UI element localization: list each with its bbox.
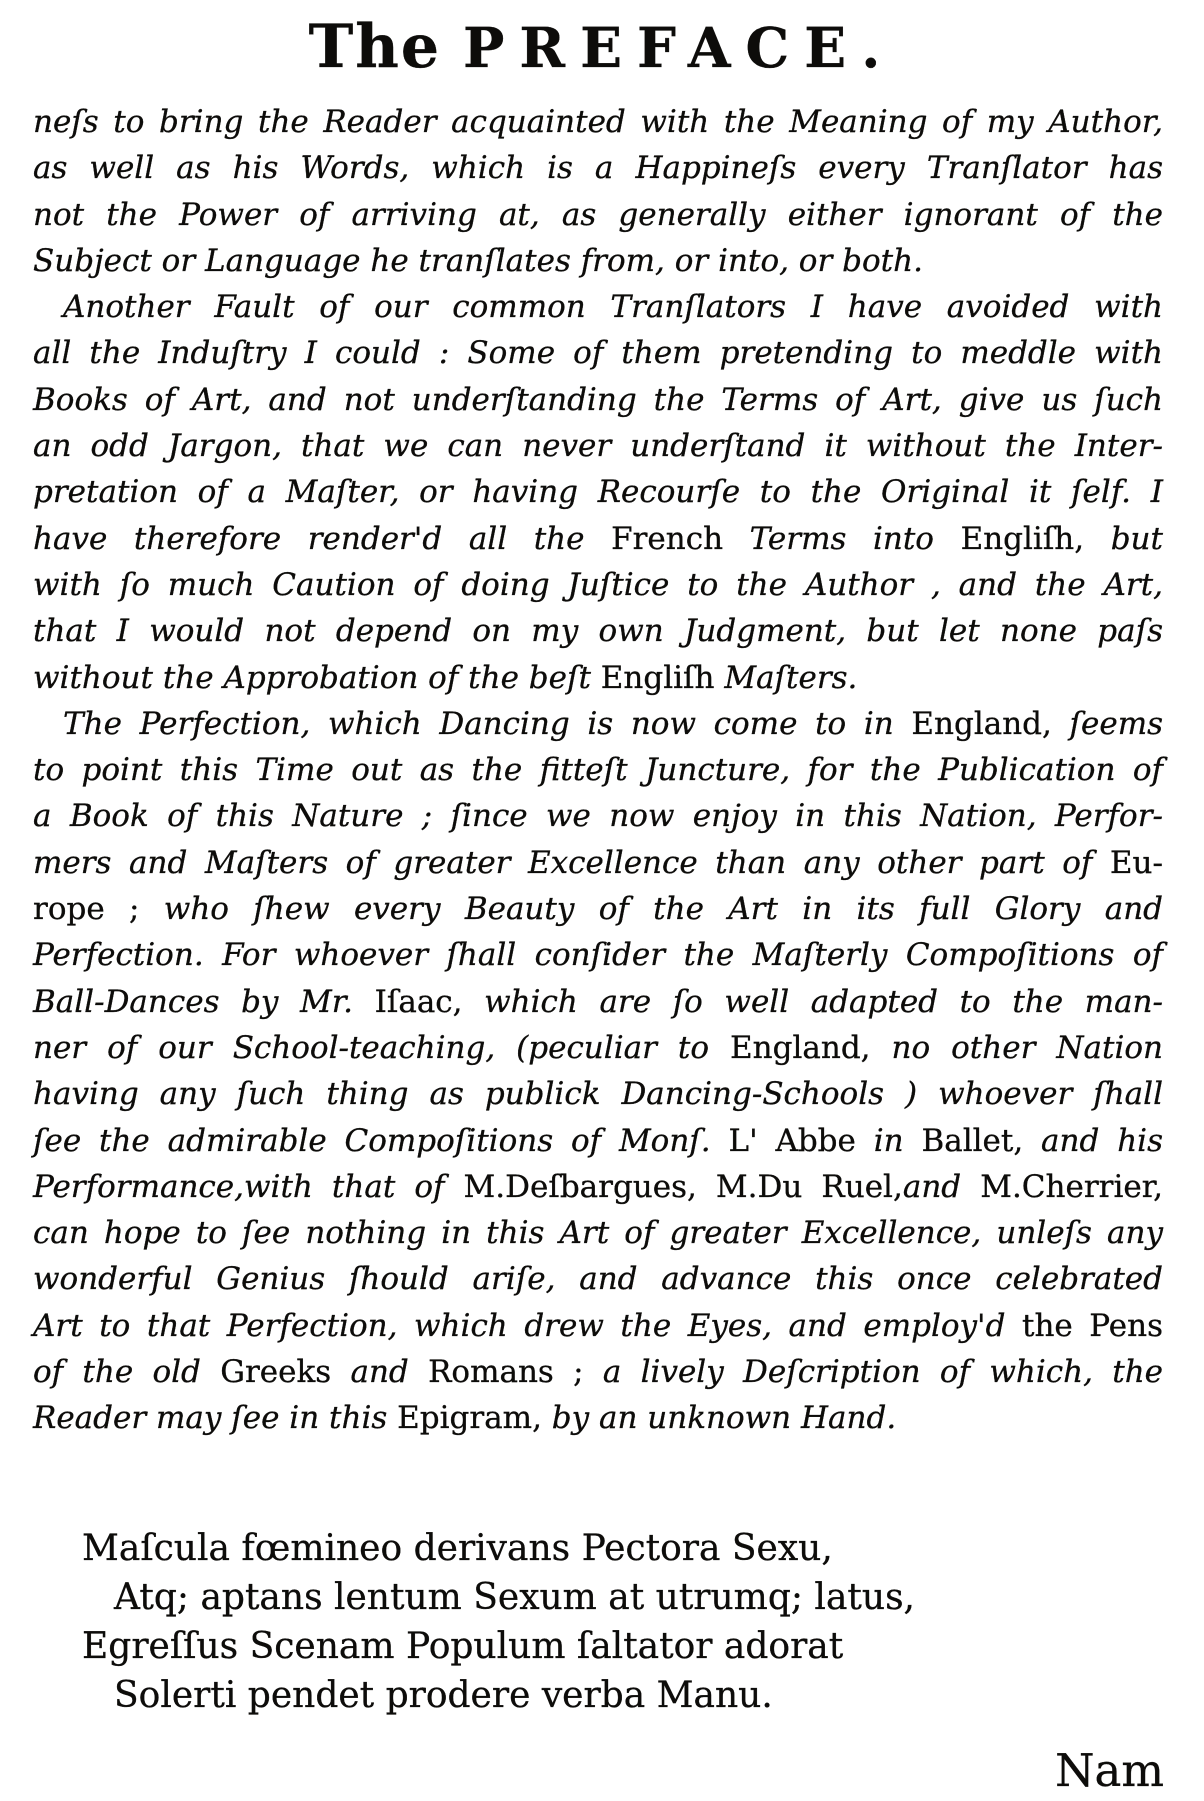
text-line <box>33 562 1163 608</box>
italic-text: by an unknown Hand. <box>551 1400 897 1437</box>
italic-text: wonderful Genius ſhould ariſe, and advance this once celebrated <box>33 1261 1163 1298</box>
title-word: PREFACE. <box>463 15 896 80</box>
roman-text: the Pens <box>1021 1307 1163 1344</box>
italic-text: to point this Time out as the fitteſt Juncture, for the Publication of <box>33 752 1163 789</box>
roman-text: England, <box>911 705 1052 742</box>
text-line <box>33 979 1163 1025</box>
text-line <box>33 1118 1163 1164</box>
roman-text: Epigram, <box>397 1400 552 1437</box>
italic-text: which are ſo well adapted to the man- <box>462 983 1163 1020</box>
text-line <box>33 1303 1163 1349</box>
text-line <box>33 655 1163 701</box>
italic-text: Perfection. For whoever ſhall conſider the Maſterly Compoſitions of <box>33 937 1163 974</box>
roman-text: Ballet, <box>921 1122 1024 1159</box>
italic-text: Performance,with that of <box>33 1168 464 1205</box>
text-line <box>33 469 1163 515</box>
roman-text: England, <box>730 1029 871 1066</box>
text-line <box>33 1025 1163 1071</box>
text-line <box>33 99 1163 145</box>
roman-text: Engliſh, <box>960 520 1085 557</box>
text-line <box>33 516 1163 562</box>
italic-text: with ſo much Caution of doing Juſtice to the Author , and the Art, <box>33 566 1163 603</box>
roman-text: Eu- <box>1109 844 1163 881</box>
epigram-line: Maſcula fœmineo derivans Pectora Sexu, <box>82 1528 833 1569</box>
italic-text: ſeems <box>1051 705 1163 742</box>
text-line <box>33 1210 1163 1256</box>
text-line <box>33 423 1163 469</box>
catchword: Nam <box>1055 1744 1164 1797</box>
italic-text: have therefore render'd all the <box>33 520 612 557</box>
text-line <box>33 840 1163 886</box>
text-line <box>33 284 1163 330</box>
roman-text: Iſaac, <box>374 983 463 1020</box>
italic-text: Maſters. <box>724 659 858 696</box>
italic-text: not the Power of arriving at, as generally either ignorant of the <box>33 196 1163 233</box>
italic-text: and <box>350 1354 429 1391</box>
italic-text: Subject or Language he tranſlates from, or into, or both. <box>33 242 923 279</box>
italic-text: a lively Deſcription of which, the <box>602 1354 1164 1391</box>
roman-text: rope ; <box>33 891 164 928</box>
italic-text: who ſhew every Beauty of the Art in its full Glory and <box>163 891 1164 928</box>
italic-text: having any ſuch thing as publick Dancing-Schools ) whoever ſhall <box>33 1076 1163 1113</box>
italic-text: Another Fault of our common Tranſlators I have avoided with <box>63 289 1163 326</box>
italic-text: can hope to ſee nothing in this Art of greater Excellence, unleſs any <box>33 1215 1163 1252</box>
italic-text: a Book of this Nature ; ſince we now enjoy in this Nation, Perfor- <box>33 798 1163 835</box>
italic-text: ner of our School-teaching, (peculiar to <box>33 1029 731 1066</box>
text-line <box>33 145 1163 191</box>
italic-text: mers and Maſters of greater Excellence than any other part of <box>33 844 1110 881</box>
text-line <box>33 377 1163 423</box>
text-line <box>33 793 1163 839</box>
text-line <box>33 1349 1163 1395</box>
italic-text: without the Approbation of the beſt <box>33 659 601 696</box>
italic-text: Books of Art, and not underſtanding the Terms of Art, give us ſuch <box>33 381 1163 418</box>
page-title <box>0 12 1204 82</box>
italic-text: and his <box>1023 1122 1163 1159</box>
roman-text: M.Deſbargues, M.Du Ruel, <box>463 1168 903 1205</box>
text-line <box>33 701 1163 747</box>
epigram <box>82 1524 915 1720</box>
body-text <box>33 99 1163 1442</box>
italic-text: and <box>902 1168 981 1205</box>
italic-text: of the old <box>33 1354 221 1391</box>
epigram-line: Atq; aptans lentum Sexum at utrumq; latus, <box>114 1577 915 1618</box>
italic-text: Ball-Dances by Mr. <box>33 983 375 1020</box>
italic-text: an odd Jargon, that we can never underſtand it without the Inter- <box>33 428 1163 465</box>
text-line <box>33 932 1163 978</box>
roman-text: Greeks <box>220 1354 351 1391</box>
epigram-line: Solerti pendet prodere verba Manu. <box>114 1675 773 1716</box>
text-line <box>33 1164 1163 1210</box>
italic-text: Art to that Perfection, which drew the Eyes, and employ'd <box>33 1307 1022 1344</box>
italic-text: ſee the admirable Compoſitions of Monſ. <box>33 1122 729 1159</box>
italic-text: neſs to bring the Reader acquainted with the Meaning of my Author, <box>33 104 1163 140</box>
title-lead: The <box>308 12 442 82</box>
epigram-line: Egreſſus Scenam Populum ſaltator adorat <box>82 1626 844 1667</box>
text-line <box>33 330 1163 376</box>
italic-text: all the Induſtry I could : Some of them pretending to meddle with <box>33 335 1163 372</box>
text-line <box>33 238 1163 284</box>
text-line <box>33 1071 1163 1117</box>
roman-text: L' Abbe <box>728 1122 874 1159</box>
italic-text: that I would not depend on my own Judgment, but let none paſs <box>33 613 1163 650</box>
italic-text: The Perfection, which Dancing is now come to in <box>63 705 912 742</box>
text-line <box>33 886 1163 932</box>
italic-text: no other Nation <box>870 1029 1163 1066</box>
italic-text: Reader may ſee in this <box>33 1400 398 1437</box>
italic-text: pretation of a Maſter, or having Recourſe to the Original it ſelf. I <box>33 474 1163 511</box>
roman-text: Romans ; <box>428 1354 603 1391</box>
text-line <box>33 1395 1163 1441</box>
italic-text: as well as his Words, which is a Happineſs every Tranſlator has <box>33 150 1163 187</box>
italic-text: but <box>1084 520 1163 557</box>
text-line <box>33 192 1163 238</box>
text-line <box>33 608 1163 654</box>
italic-text: in <box>873 1122 922 1159</box>
italic-text: Terms into <box>749 520 961 557</box>
roman-text: Engliſh <box>600 659 725 696</box>
text-line <box>33 747 1163 793</box>
roman-text: French <box>611 520 750 557</box>
text-line <box>33 1256 1163 1302</box>
roman-text: M.Cherrier, <box>980 1168 1163 1205</box>
